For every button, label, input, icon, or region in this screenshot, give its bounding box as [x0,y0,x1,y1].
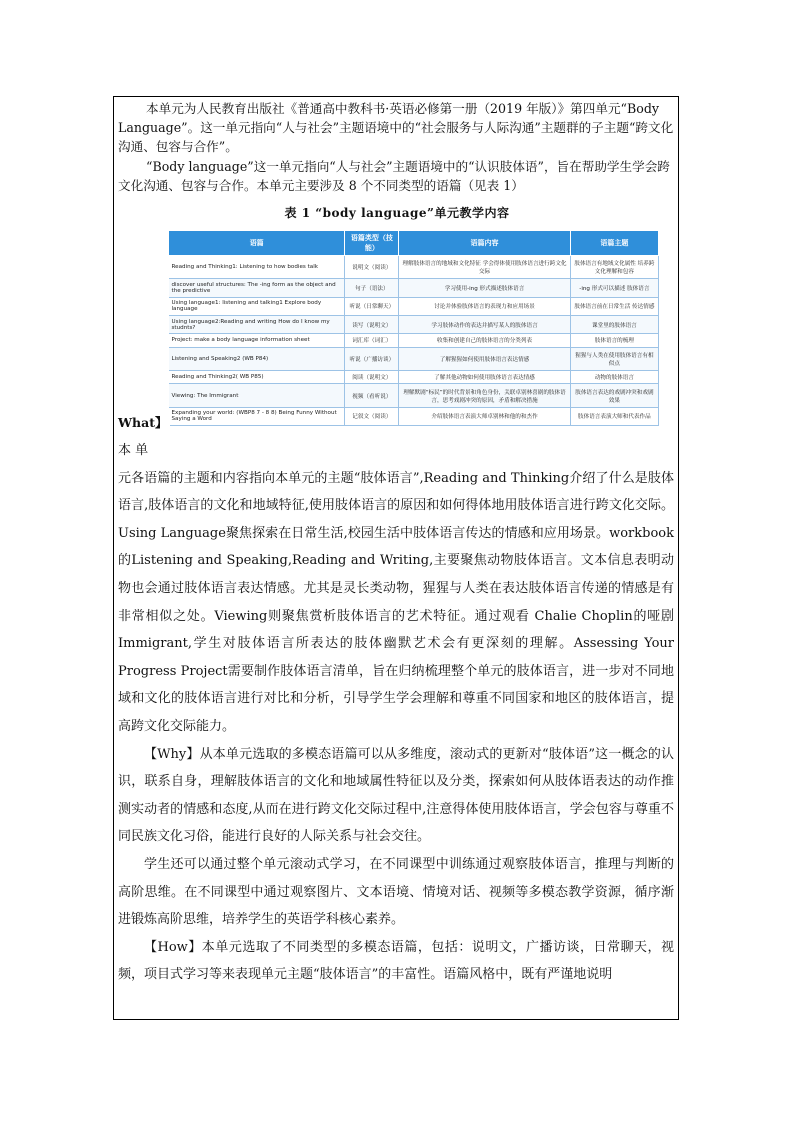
cell-type: 读写（说明文） [345,315,399,333]
cell-content: 理解肢体语言的地域和文化特征 学会得体使用肢体语言进行跨文化交际 [399,256,571,279]
table-row [169,370,659,383]
cell-text: Expanding your world: (WBP8 7 - 8 8) Being Funny Without Saying a Word [169,407,345,425]
table-caption: 表 1 “body language”单元教学内容 [284,206,510,220]
what-paragraph: 元各语篇的主题和内容指向本单元的主题“肢体语言”,Reading and Thinking介绍了什么是肢体语言,肢体语言的文化和地域特征,使用肢体语言的原因和如何得体地用肢体语言进行跨文化交际。Using Language聚焦探索在日常生活,校园生活中肢体语言传达的情感和应用场景。workbook 的Listening and Speaking,Reading and Writing,主要聚焦动物肢体语言。文本信息表明动物也会通过肢体语言表达情感。尤其是灵长类动物，猩猩与人类在表达肢体语言传递的情感是有非常相似之处。Viewing则聚焦赏析肢体语言的艺术特征。通过观看 Chalie Choplin的哑剧 Immigrant,学生对肢体语言所表达的肢体幽默艺术会有更深刻的理解。Assessing Your Progress Project需要制作肢体语言清单，旨在归纳梳理整个单元的肢体语言，进一步对不同地域和文化的肢体语言进行对比和分析，引导学生学会理解和尊重不同国家和地区的肢体语言，提高跨文化交际能力。 [118,470,674,734]
table-row [169,334,659,347]
table-row [169,279,659,297]
unit-content-table [168,230,659,426]
header-theme: 语篇主题 [570,231,658,256]
cell-type: 说明文（阅读） [345,256,399,279]
cell-content: 学习使用-ing 形式描述肢体语言 [399,279,571,297]
cell-content: 了解猩猩如何使用肢体语言表达情感 [399,347,571,370]
document-frame [113,96,679,1020]
cell-text: Project: make a body language information sheet [169,334,345,347]
cell-text: Reading and Thinking2( WB P85) [169,370,345,383]
cell-theme: -ing 形式可以描述 肢体语言 [570,279,658,297]
cell-text: Viewing: The Immigrant [169,384,345,407]
cell-theme: 肢体语言表达的戏剧冲突和戏剧效果 [570,384,658,407]
cell-type: 听说（广播访谈） [345,347,399,370]
cell-type: 句子（语法） [345,279,399,297]
cell-content: 收集和创建自己的肢体语言的分类列表 [399,334,571,347]
cell-type: 听说（日常聊天） [345,297,399,315]
table-row [169,384,659,407]
cell-text: Listening and Speaking2 (WB P84) [169,347,345,370]
how-paragraph: 【How】本单元选取了不同类型的多模态语篇，包括：说明文，广播访谈，日常聊天，视频，项目式学习等来表现单元主题“肢体语言”的丰富性。语篇风格中，既有严谨地说明 [118,939,674,983]
header-content: 语篇内容 [399,231,571,256]
higher-order-paragraph: 学生还可以通过整个单元滚动式学习，在不同课型中训练通过观察肢体语言，推理与判断的高阶思维。在不同课型中通过观察图片、文本语境、情境对话、视频等多模态教学资源，循序渐进锻炼高阶思维，培养学生的英语学科核心素养。 [118,856,674,928]
cell-content: 理解默剧“标民”的时代背景和角色身份，关联卓别林喜剧的肢体语言，思考戏剧冲突的原因，矛盾和解决措施 [399,384,571,407]
table-row [169,347,659,370]
cell-text: Using language2:Reading and writing How do I know my studnts? [169,315,345,333]
cell-theme: 肢体语言前在日常生活 传达情感 [570,297,658,315]
what-lead: 本 单 [118,443,149,458]
cell-theme: 肢体语言的梳理 [570,334,658,347]
table-row [169,407,659,425]
table-row [169,256,659,279]
cell-text: Reading and Thinking1: Listening to how bodies talk [169,256,345,279]
cell-text: discover useful structures: The -ing form as the object and the predictive [169,279,345,297]
what-section-label: What】 [118,415,168,430]
cell-theme: 猩猩与人类在使用肢体语言有相似点 [570,347,658,370]
table-row [169,297,659,315]
header-type: 语篇类型（技能） [345,231,399,256]
cell-content: 了解其他动物如何使用肢体语言表达情感 [399,370,571,383]
intro-paragraph-2: “Body language”这一单元指向“人与社会”主题语境中的“认识肢体语”，旨在帮助学生学会跨文化沟通、包容与合作。本单元主要涉及 8 个不同类型的语篇（见表 1） [118,159,670,193]
analysis-body [118,437,674,989]
table-row [169,315,659,333]
cell-type: 视频（看听说） [345,384,399,407]
cell-text: Using language1: listening and talking1 Explore body language [169,297,345,315]
intro-paragraph-1: 本单元为人民教育出版社《普通高中教科书·英语必修第一册（2019 年版）》第四单元“Body Language”。这一单元指向“人与社会”主题语境中的“社会服务与人际沟通”主题群的子主题“跨文化沟通、包容与合作”。 [118,101,674,154]
cell-theme: 动物的肢体语言 [570,370,658,383]
why-paragraph: 【Why】从本单元选取的多模态语篇可以从多维度，滚动式的更新对“肢体语”这一概念的认识，联系自身，理解肢体语言的文化和地域属性特征以及分类，探索如何从肢体语表达的动作推测实动者的情感和态度,从而在进行跨文化交际过程中,注意得体使用肢体语言，学会包容与尊重不同民族文化习俗，能进行良好的人际关系与社会交往。 [118,746,674,845]
cell-content: 介绍肢体语言表演大师卓别林和他的和杰作 [399,407,571,425]
cell-content: 学习肢体动作的表达并描写某人的肢体语言 [399,315,571,333]
cell-theme: 课堂里的肢体语言 [570,315,658,333]
header-text: 语篇 [169,231,345,256]
cell-type: 词汇库（词汇） [345,334,399,347]
cell-theme: 肢体语言有地域文化属性 培养跨文化理解和包容 [570,256,658,279]
cell-type: 阅读（说明文） [345,370,399,383]
cell-theme: 肢体语言表演大师和代表作品 [570,407,658,425]
cell-type: 记叙文（阅读） [345,407,399,425]
cell-content: 讨论并体验肢体语言的表现力和应用场景 [399,297,571,315]
